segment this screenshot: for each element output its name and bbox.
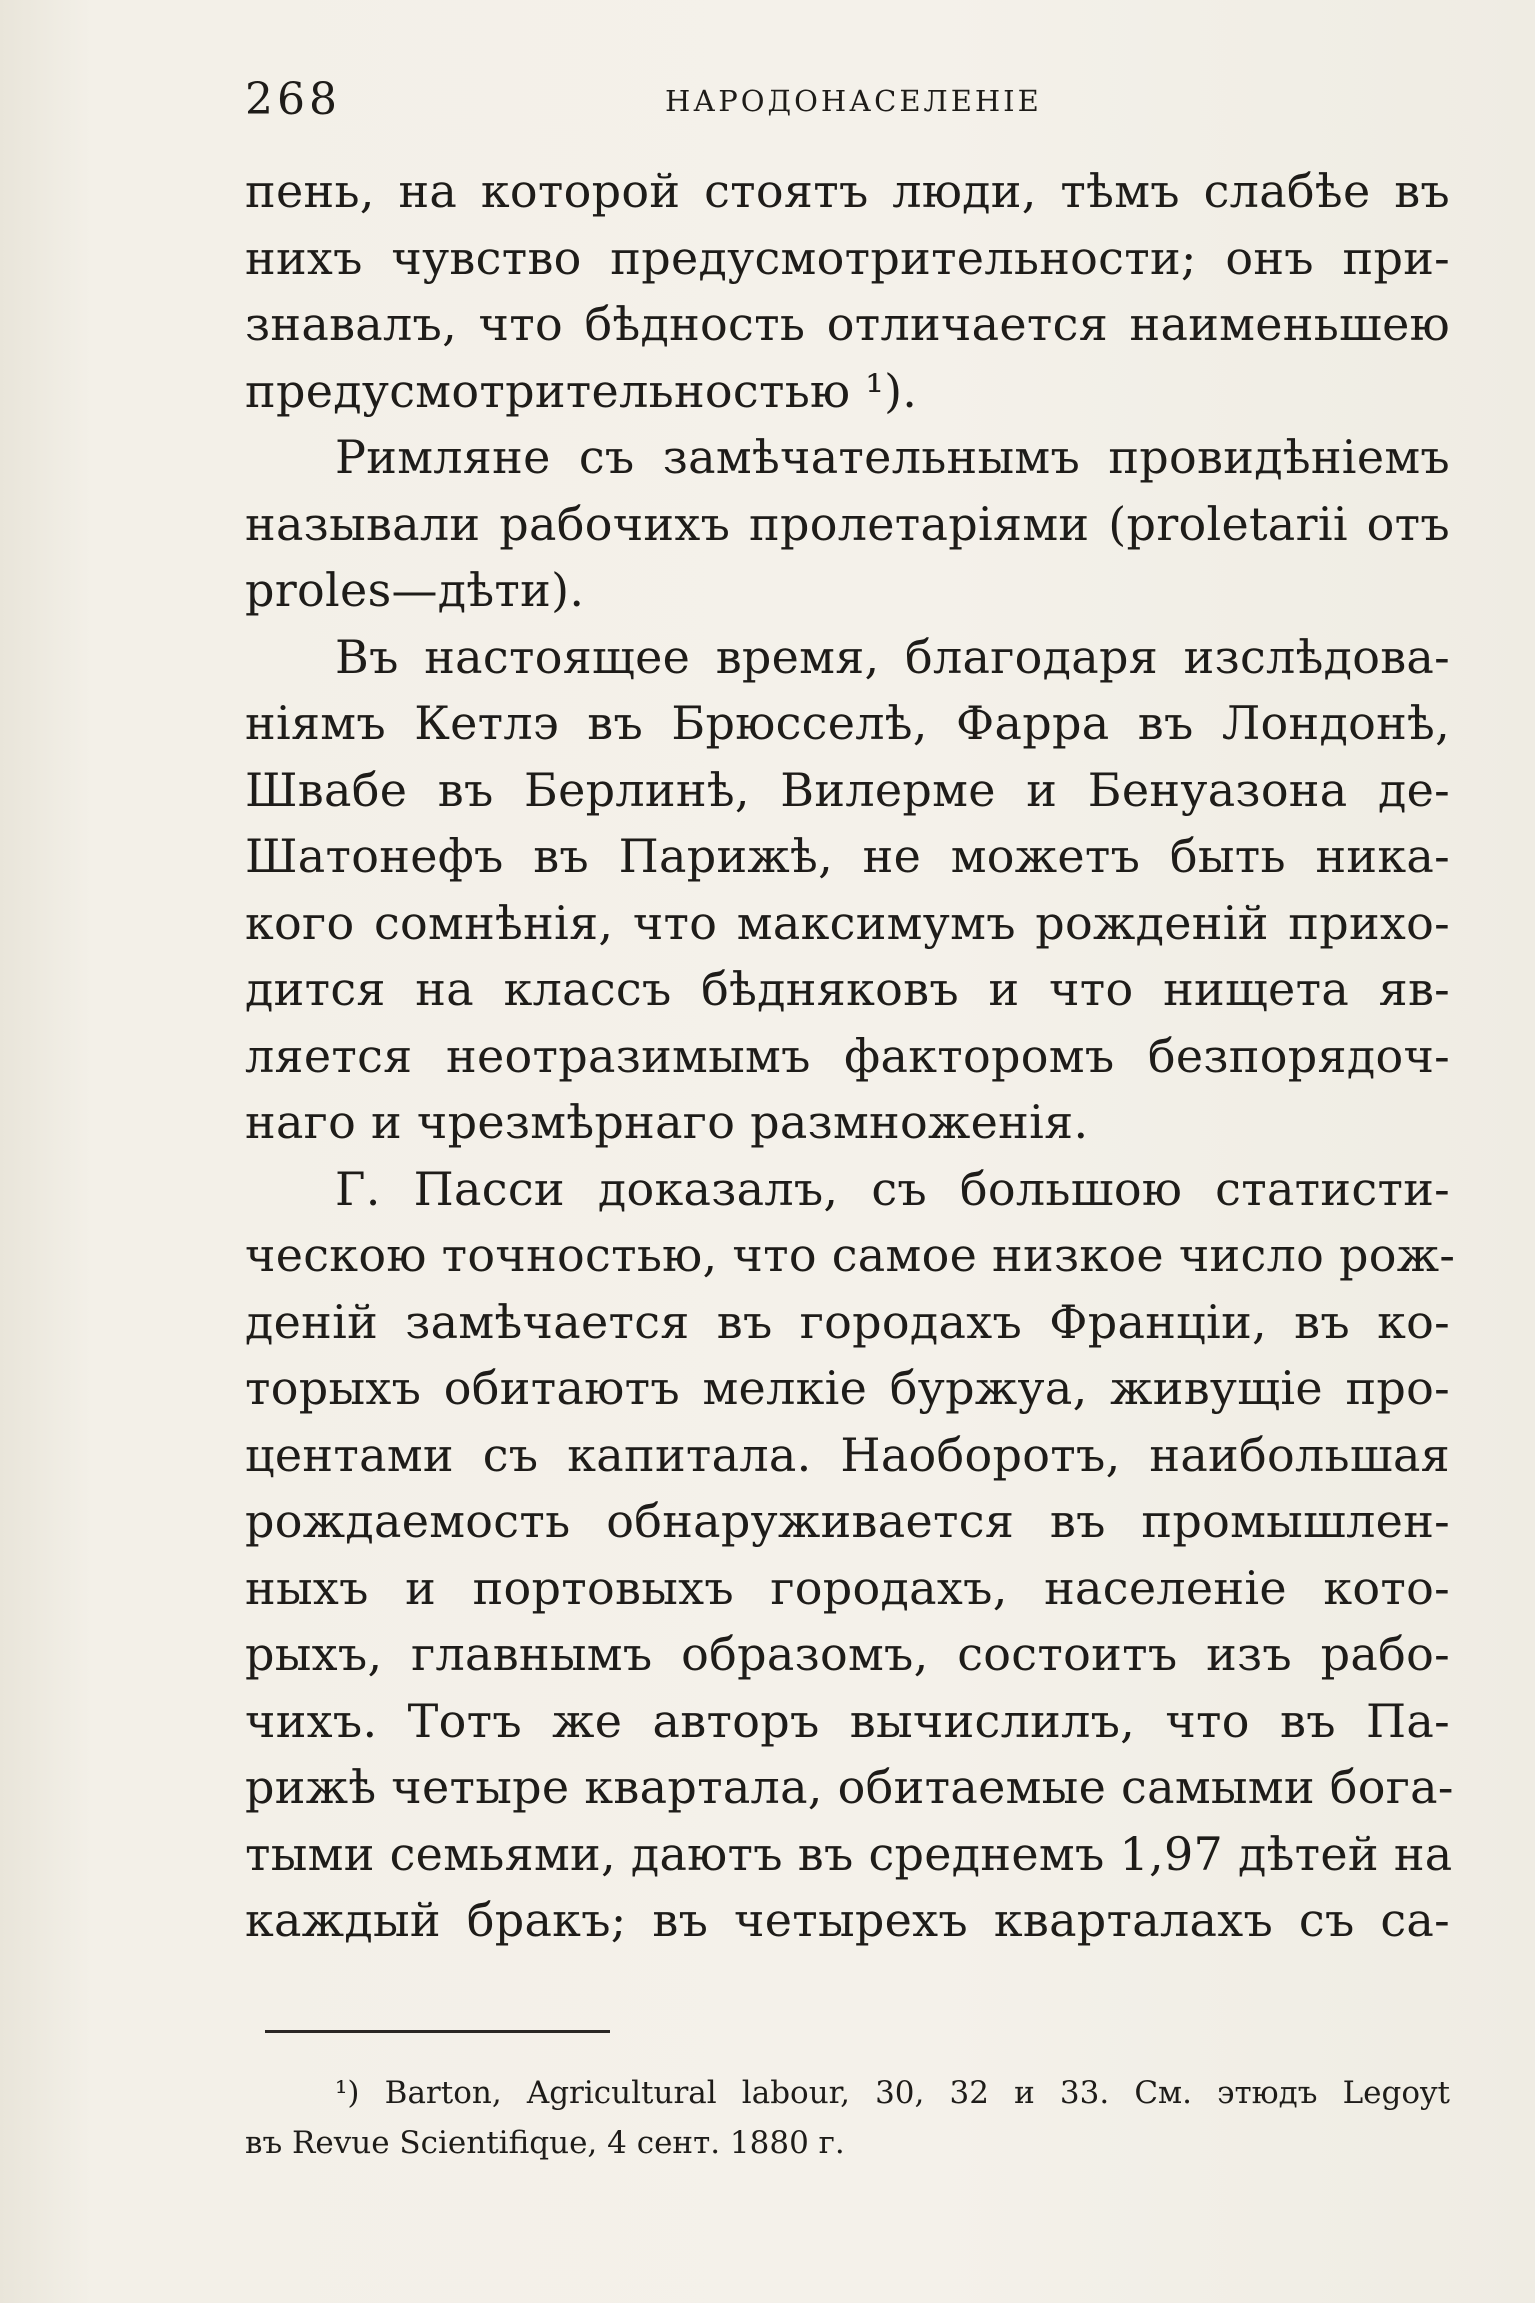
- text-line: предусмотрительностью ¹).: [245, 363, 918, 418]
- text-line: Швабе въ Берлинѣ, Вилерме и Бенуазона де-: [245, 762, 1450, 817]
- main-text: [245, 158, 1456, 1954]
- text-line: каждый бракъ; въ четырехъ кварталахъ съ са-: [245, 1893, 1450, 1947]
- text-line: Шатонефъ въ Парижѣ, не можетъ быть ника-: [245, 829, 1450, 883]
- text-line: денiй замѣчается въ городахъ Францiи, въ ко-: [245, 1294, 1450, 1349]
- footnotes: [245, 2068, 1450, 2168]
- text-line: Г. Пасси доказалъ, съ большою статисти-: [335, 1161, 1450, 1216]
- text-line: называли рабочихъ пролетарiями (proletarii отъ: [245, 496, 1450, 551]
- text-line: дится на классъ бѣдняковъ и что нищета яв-: [245, 962, 1450, 1016]
- text-line: нихъ чувство предусмотрительности; онъ при-: [245, 230, 1450, 285]
- footnote-divider: [265, 2030, 610, 2033]
- text-line: рождаемость обнаруживается въ промышлен-: [245, 1494, 1450, 1548]
- text-line: ныхъ и портовыхъ городахъ, населенiе кото-: [245, 1560, 1450, 1615]
- text-line: кого сомнѣнiя, что максимумъ рожденiй прихо-: [245, 895, 1450, 950]
- footnote-line: ¹) Barton, Agricultural labour, 30, 32 и 33. См. этюдъ Legoyt: [335, 2075, 1450, 2111]
- text-line: Римляне съ замѣчательнымъ провидѣнiемъ: [335, 430, 1450, 484]
- text-line: тыми семьями, даютъ въ среднемъ 1,97 дѣтей на: [245, 1826, 1453, 1881]
- page-number: 268: [245, 74, 341, 125]
- text-line: ляется неотразимымъ факторомъ безпорядоч-: [245, 1028, 1450, 1083]
- text-line: пень, на которой стоятъ люди, тѣмъ слабѣе въ: [245, 164, 1450, 218]
- text-line: proles—дѣти).: [245, 563, 585, 617]
- text-line: ческою точностью, что самое низкое число рож-: [245, 1228, 1456, 1282]
- text-line: центами съ капитала. Наоборотъ, наибольшая: [245, 1427, 1450, 1482]
- text-line: рыхъ, главнымъ образомъ, состоитъ изъ рабо-: [245, 1627, 1450, 1681]
- text-line: торыхъ обитаютъ мелкiе буржуа, живущiе про-: [245, 1361, 1450, 1415]
- text-line: рижѣ четыре квартала, обитаемые самыми бога-: [245, 1760, 1454, 1814]
- running-title: НАРОДОНАСЕЛЕНIЕ: [665, 84, 1042, 118]
- page-header: [245, 70, 1450, 130]
- text-line: знавалъ, что бѣдность отличается наименьшею: [245, 297, 1450, 351]
- footnote-line: въ Revue Scientifique, 4 сент. 1880 г.: [245, 2125, 845, 2161]
- text-line: Въ настоящее время, благодаря изслѣдова-: [335, 629, 1450, 684]
- text-line: чихъ. Тотъ же авторъ вычислилъ, что въ Па-: [245, 1693, 1450, 1748]
- text-line: нiямъ Кетлэ въ Брюсселѣ, Фарра въ Лондонѣ,: [245, 696, 1450, 750]
- text-line: наго и чрезмѣрнаго размноженiя.: [245, 1095, 1089, 1149]
